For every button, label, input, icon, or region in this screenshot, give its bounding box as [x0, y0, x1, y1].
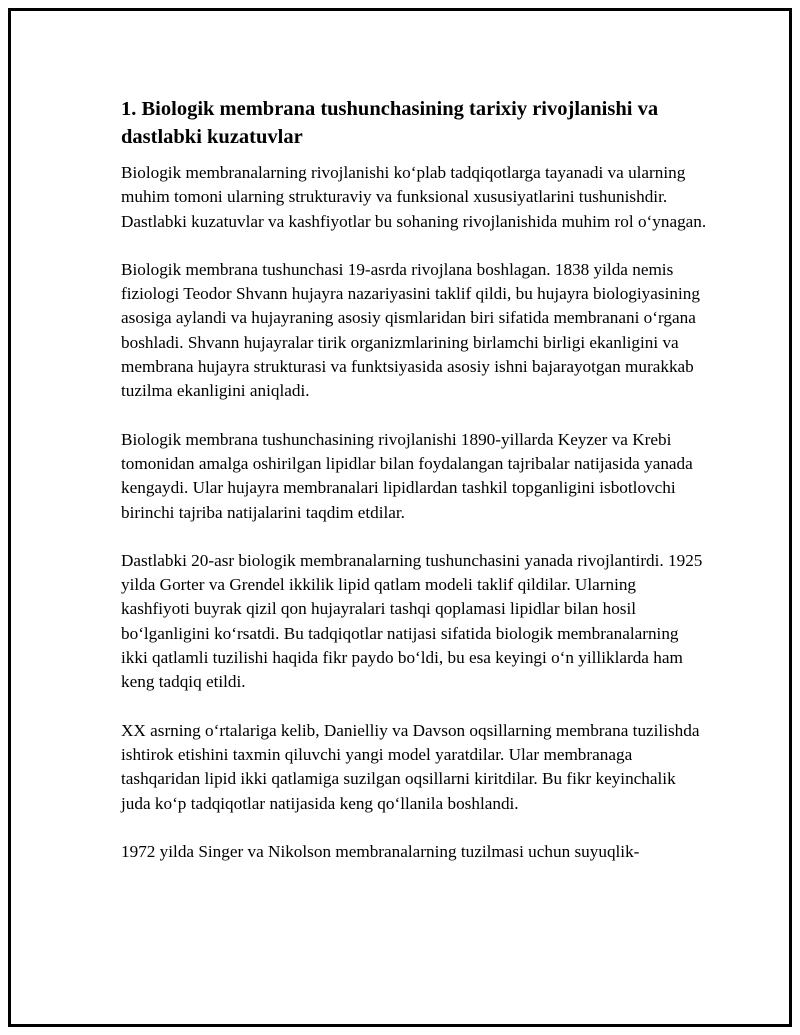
paragraph-singer-nikolson: 1972 yilda Singer va Nikolson membranalarning tuzilmasi uchun suyuqlik- — [121, 841, 640, 861]
paragraph-danielliy-davson: XX asrning o‘rtalariga kelib, Danielliy va Davson oqsillarning membrana tuzilishda ishtirok etishini taxmin qiluvchi yangi model yaratdilar. Ular membranaga tashqaridan lipid ikki qatlamiga suzilgan oqsillarni kiritdilar. Bu fikr keyinchalik juda ko‘p tadqiqotlar natijasida keng qo‘llanila boshlandi. — [121, 720, 700, 813]
page — [8, 8, 792, 1027]
paragraph-keyzer-krebi: Biologik membrana tushunchasining rivojlanishi 1890-yillarda Keyzer va Krebi tomonidan amalga oshirilgan lipidlar bilan foydalangan tajribalar natijasida yanada kengaydi. Ular hujayra membranalari lipidlardan tashkil topganligini isbotlovchi birinchi tajriba natijalarini taqdim etdilar. — [121, 429, 693, 522]
document-body — [121, 95, 707, 888]
paragraph-intro: Biologik membranalarning rivojlanishi ko‘plab tadqiqotlarga tayanadi va ularning muhim tomoni ularning strukturaviy va funksional xususiyatlarini tushunishdir. Dastlabki kuzatuvlar va kashfiyotlar bu sohaning rivojlanishida muhim rol o‘ynagan. — [121, 163, 707, 231]
section-heading: 1. Biologik membrana tushunchasining tarixiy rivojlanishi va dastlabki kuzatuvlar — [121, 98, 659, 148]
paragraph-shvann: Biologik membrana tushunchasi 19-asrda rivojlana boshlagan. 1838 yilda nemis fiziologi Teodor Shvann hujayra nazariyasini taklif qildi, bu hujayra biologiyasining asosiga aylandi va hujayraning asosiy qismlaridan biri sifatida membranani o‘rgana boshladi. Shvann hujayralar tirik organizmlarining birlamchi birligi ekanligini va membrana hujayra strukturasi va funktsiyasida asosiy ishni bajarayotgan murakkab tuzilma ekanligini aniqladi. — [121, 259, 700, 401]
paragraph-gorter-grendel: Dastlabki 20-asr biologik membranalarning tushunchasini yanada rivojlantirdi. 1925 yilda Gorter va Grendel ikkilik lipid qatlam modeli taklif qildilar. Ularning kashfiyoti buyrak qizil qon hujayralari tashqi qoplamasi lipidlar bilan hosil bo‘lganligini ko‘rsatdi. Bu tadqiqotlar natijasi sifatida biologik membranalarning ikki qatlamli tuzilishi haqida fikr paydo bo‘ldi, bu esa keyingi o‘n yilliklarda ham keng tadqiq etildi. — [121, 550, 703, 692]
